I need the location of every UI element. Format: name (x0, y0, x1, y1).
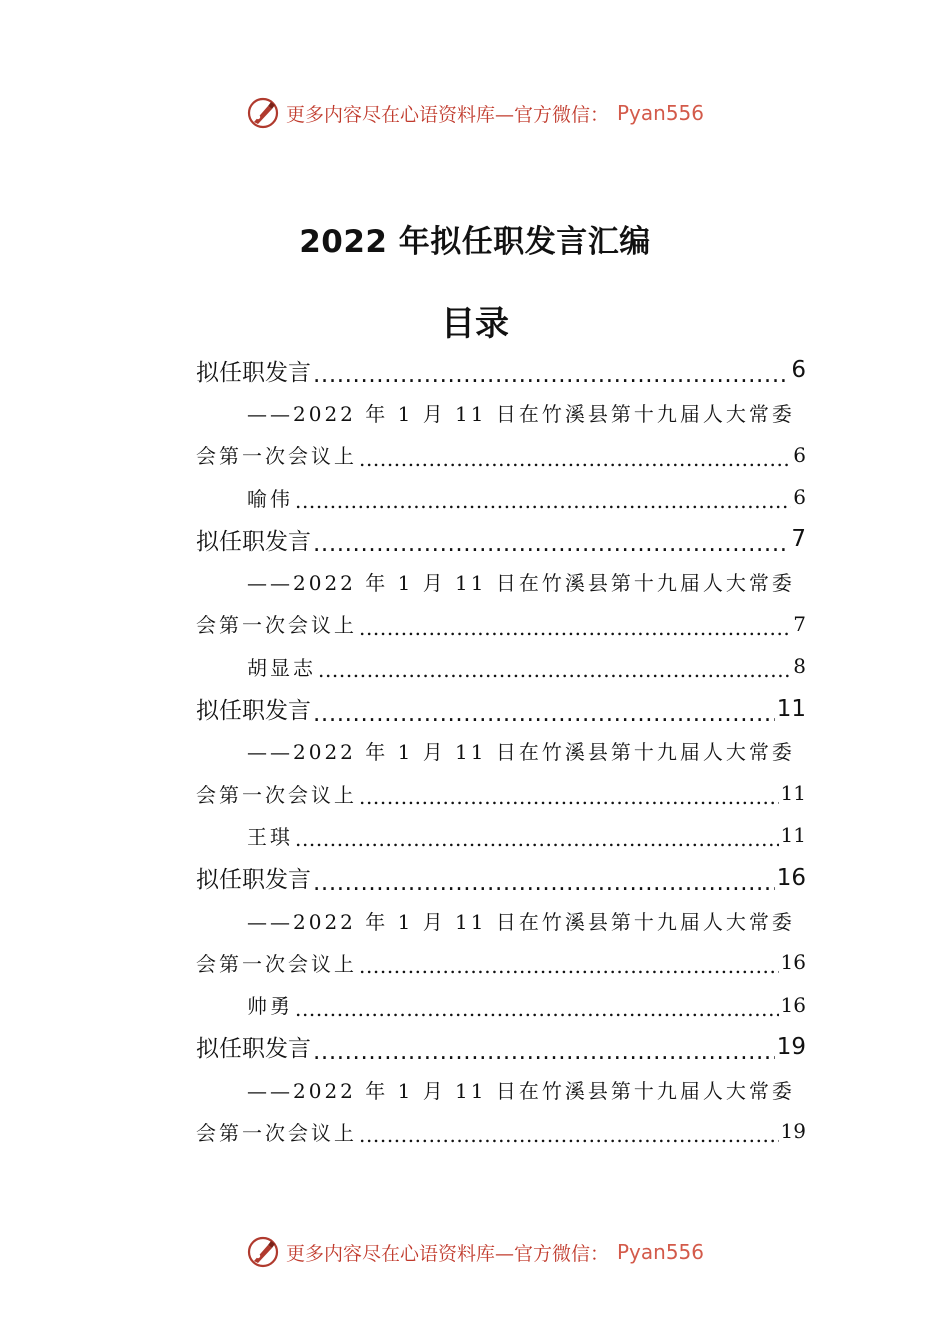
toc-page-number: 11 (780, 823, 806, 848)
toc-entry-text: 会第一次会议上 (196, 951, 357, 976)
toc-page-number: 6 (793, 442, 806, 467)
toc-entry-text: ——2022 年 1 月 11 日在竹溪县第十九届人大常委 (247, 909, 795, 934)
toc-entry-text: 帅勇 (247, 994, 293, 1019)
toc-page-number: 16 (780, 950, 806, 975)
toc-entry-text: 拟任职发言 (196, 867, 311, 894)
toc-leader-dots (295, 489, 791, 513)
toc-entry-text: 拟任职发言 (196, 359, 311, 386)
toc-leader-dots (359, 616, 791, 640)
toc-leader-dots (313, 870, 775, 896)
table-of-contents (196, 349, 806, 1153)
toc-leader-dots (359, 785, 779, 809)
toc-leader-dots (359, 447, 791, 471)
toc-heading: 目录 (441, 304, 509, 344)
toc-entry-text: ——2022 年 1 月 11 日在竹溪县第十九届人大常委 (247, 571, 795, 596)
pen-circle-logo-icon (246, 1235, 280, 1269)
toc-page-number: 19 (780, 1119, 806, 1144)
toc-leader-dots (313, 701, 775, 727)
toc-entry-subtitle (196, 391, 806, 433)
toc-leader-dots (318, 658, 791, 682)
toc-entry-text: 王琪 (247, 824, 293, 849)
toc-page-number: 16 (776, 864, 806, 891)
toc-entry-subtitle (196, 560, 806, 602)
toc-entry-subtitle-cont[interactable] (196, 434, 806, 476)
footer-banner-wechat-id: Pyan556 (617, 1240, 705, 1264)
toc-entry-subtitle (196, 730, 806, 772)
toc-entry-text: 拟任职发言 (196, 528, 311, 555)
toc-leader-dots (295, 827, 779, 851)
toc-entry-text: 会第一次会议上 (196, 613, 357, 638)
toc-page-number: 6 (791, 357, 806, 384)
toc-entry-text: 胡显志 (247, 655, 316, 680)
toc-entry-author[interactable] (196, 814, 806, 856)
toc-entry-subtitle-cont[interactable] (196, 941, 806, 983)
toc-page-number: 7 (793, 611, 806, 636)
footer-banner-content (246, 1235, 704, 1269)
header-banner-wechat-id: Pyan556 (617, 101, 705, 125)
toc-leader-dots (359, 1123, 779, 1147)
toc-entry-author[interactable] (196, 645, 806, 687)
toc-entry-subtitle-cont[interactable] (196, 1110, 806, 1152)
toc-page-number: 7 (791, 526, 806, 553)
toc-entry-subtitle (196, 1068, 806, 1110)
toc-entry-text: 喻伟 (247, 486, 293, 511)
toc-page-number: 11 (780, 781, 806, 806)
toc-entry-heading[interactable] (196, 518, 806, 560)
toc-entry-text: ——2022 年 1 月 11 日在竹溪县第十九届人大常委 (247, 740, 795, 765)
toc-page-number: 6 (793, 485, 806, 510)
toc-entry-author[interactable] (196, 476, 806, 518)
toc-leader-dots (359, 954, 779, 978)
toc-leader-dots (313, 1039, 775, 1065)
toc-page-number: 11 (776, 695, 806, 722)
toc-entry-text: 会第一次会议上 (196, 444, 357, 469)
pen-circle-logo-icon (246, 96, 280, 130)
toc-entry-text: 会第一次会议上 (196, 1120, 357, 1145)
toc-entry-text: ——2022 年 1 月 11 日在竹溪县第十九届人大常委 (247, 1078, 795, 1103)
document-title: 2022 年拟任职发言汇编 (299, 224, 651, 260)
toc-leader-dots (313, 362, 789, 388)
toc-entry-text: 会第一次会议上 (196, 782, 357, 807)
toc-entry-subtitle (196, 899, 806, 941)
toc-entry-text: 拟任职发言 (196, 1036, 311, 1063)
toc-entry-text: ——2022 年 1 月 11 日在竹溪县第十九届人大常委 (247, 401, 795, 426)
toc-leader-dots (313, 531, 789, 557)
toc-leader-dots (295, 997, 779, 1021)
toc-entry-text: 拟任职发言 (196, 698, 311, 725)
toc-entry-subtitle-cont[interactable] (196, 772, 806, 814)
footer-banner-text: 更多内容尽在心语资料库—官方微信： (285, 1242, 609, 1265)
toc-entry-heading[interactable] (196, 349, 806, 391)
toc-entry-author[interactable] (196, 983, 806, 1025)
toc-page-number: 16 (780, 992, 806, 1017)
toc-page-number: 8 (793, 654, 806, 679)
toc-entry-heading[interactable] (196, 687, 806, 729)
header-banner-content (246, 96, 704, 130)
header-banner-text: 更多内容尽在心语资料库—官方微信： (285, 103, 609, 126)
toc-page-number: 19 (776, 1033, 806, 1060)
header-banner (0, 93, 950, 133)
toc-entry-heading[interactable] (196, 857, 806, 899)
toc-entry-heading[interactable] (196, 1026, 806, 1068)
toc-entry-subtitle-cont[interactable] (196, 603, 806, 645)
footer-banner (0, 1232, 950, 1272)
